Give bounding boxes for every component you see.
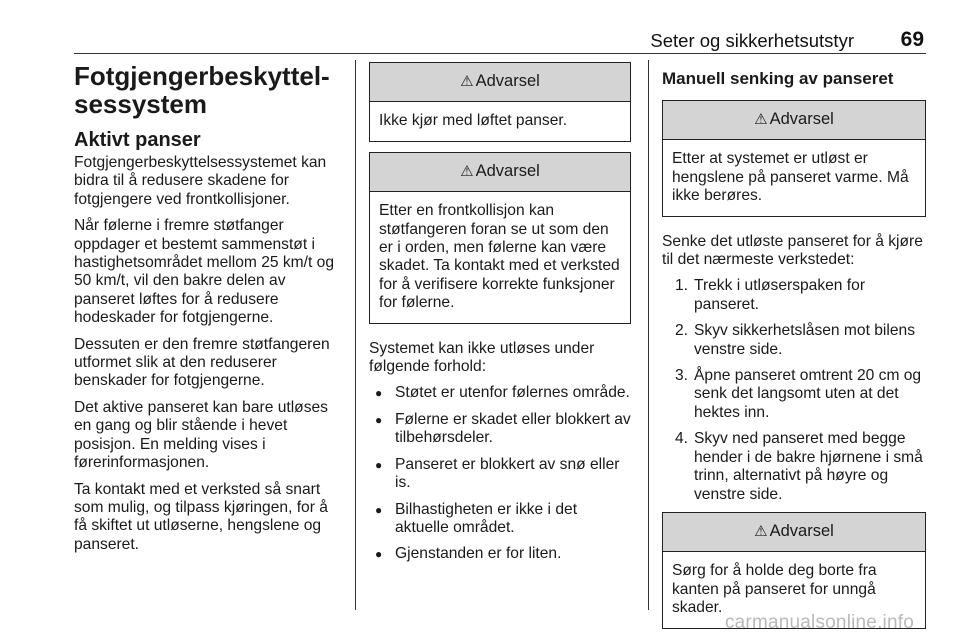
warning-header: ⚠ Advarsel <box>663 101 925 140</box>
warning-triangle-icon: ⚠ <box>754 111 768 128</box>
paragraph: Dessuten er den fremre støtfangeren utformet slik at den reduserer benskader for fotgjengerne. <box>74 335 330 390</box>
column-left <box>74 62 342 562</box>
list-item: 1. Trekk i utløserspaken for panseret. <box>674 277 866 313</box>
list-item: ● Støtet er utenfor følernes område. <box>369 384 631 402</box>
warning-box <box>369 152 631 324</box>
column-middle <box>369 62 631 572</box>
paragraph: Systemet kan ikke utløses under følgende forhold: <box>369 339 595 376</box>
warning-text: Ikke kjør med løftet panser. <box>379 112 568 130</box>
header-rule <box>74 53 926 54</box>
list-item: ● Følerne er skadet eller blokkert av tilbehørsdeler. <box>369 411 631 448</box>
paragraph: Senke det utløste panseret for å kjøre til det nærmeste verkstedet: <box>662 232 923 269</box>
warning-triangle-icon: ⚠ <box>460 73 474 90</box>
paragraph: Når følerne i fremre støtfanger oppdager et bestemt sammenstøt i hastighetsområdet mellom 25 km/t og 50 km/t, vil den bakre delen av panseret løftes for å redusere hodeskader for fotgjengerne. <box>74 217 335 327</box>
warning-triangle-icon: ⚠ <box>460 162 474 180</box>
list-item: 2. Skyv sikkerhetslåsen mot bilens venstre side. <box>674 322 916 358</box>
warning-text: Etter at systemet er utløst er hengslene på panseret varme. Må ikke berøres. <box>672 150 909 205</box>
warning-box <box>662 100 926 217</box>
bullet-list <box>369 384 631 563</box>
column-divider-2 <box>648 60 649 610</box>
list-item: 3. Åpne panseret omtrent 20 cm og senk det langsomt uten at det hektes inn. <box>674 367 922 421</box>
warning-text: Etter en frontkollisjon kan støtfangeren foran se ut som den er i orden, men følerne kan være skadet. Ta kontakt med et verksted for å verifisere korrekte funksjoner for følerne. <box>379 202 620 312</box>
warning-header: ⚠ Advarsel <box>370 153 630 192</box>
list-item: ● Gjenstanden er for liten. <box>369 545 631 563</box>
paragraph: Det aktive panseret kan bare utløses en gang og blir stående i hevet posisjon. En melding vises i førerinformasjonen. <box>74 398 328 472</box>
warning-header: ⚠ Advarsel <box>663 513 925 552</box>
list-item: 4. Skyv ned panseret med begge hender i de bakre hjørnene i små trinn, alternativt på høyre og venstre side. <box>674 430 923 503</box>
column-right <box>662 62 926 639</box>
warning-header: ⚠ Advarsel <box>370 63 630 102</box>
page-number: 69 <box>900 28 924 51</box>
paragraph: Ta kontakt med et verksted så snart som mulig, og tilpass kjøringen, for å få skiftet ut utløserne, hengslene og panseret. <box>74 480 328 553</box>
list-item: ● Bilhastigheten er ikke i det aktuelle området. <box>369 501 631 538</box>
numbered-list <box>662 277 926 503</box>
paragraph: Fotgjengerbeskyttelsessystemet kan bidra til å redusere skadene for fotgjengere ved frontkollisjoner. <box>74 154 327 208</box>
subsection-title: Manuell senking av panseret <box>662 69 894 88</box>
list-item: ● Panseret er blokkert av snø eller is. <box>369 456 631 493</box>
column-divider-1 <box>355 60 356 610</box>
warning-text: Sørg for å holde deg borte fra kanten på panseret for unngå skader. <box>672 562 877 617</box>
watermark: carmanualsonline.info <box>724 612 914 633</box>
running-header: Seter og sikkerhetsutstyr <box>650 30 854 51</box>
section-title: Fotgjengerbeskyttel- sessystem <box>74 61 330 119</box>
warning-triangle-icon: ⚠ <box>754 522 768 540</box>
subsection-title: Aktivt panser <box>74 129 201 151</box>
warning-box <box>369 62 631 142</box>
